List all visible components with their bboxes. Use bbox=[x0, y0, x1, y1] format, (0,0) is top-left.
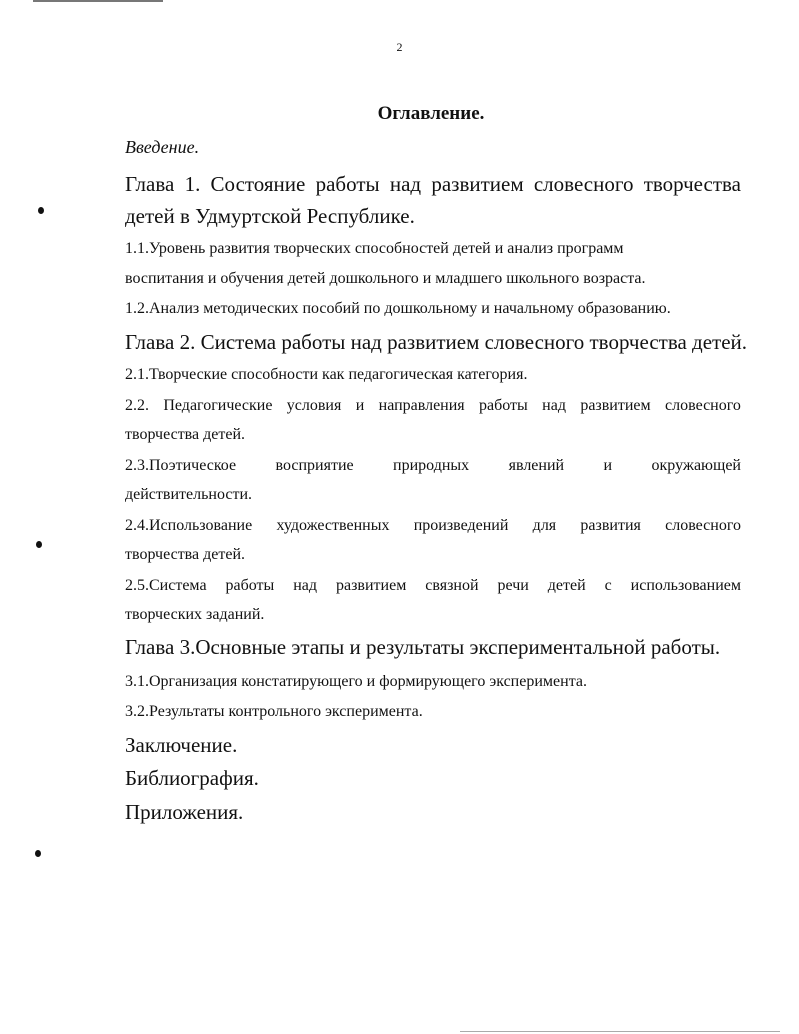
scan-edge-line-bottom bbox=[460, 1031, 780, 1032]
word: 2.2. bbox=[125, 397, 149, 414]
toc-chapter-1-cont: детей в Удмуртской Республике. bbox=[125, 204, 415, 228]
binder-hole-mark bbox=[36, 541, 42, 548]
toc-section-2-1: 2.1.Творческие способности как педагогическая категория. bbox=[125, 366, 528, 383]
toc-conclusion: Заключение. bbox=[125, 733, 238, 757]
toc-section-2-5 bbox=[125, 577, 741, 595]
word: направления bbox=[378, 397, 465, 414]
toc-section-1-1-cont: воспитания и обучения детей дошкольного и младшего школьного возраста. bbox=[125, 270, 646, 287]
word: окружающей bbox=[651, 457, 741, 474]
table-of-contents-heading: Оглавление. bbox=[377, 103, 485, 124]
word: Глава bbox=[125, 172, 175, 196]
toc-section-3-2: 3.2.Результаты контрольного эксперимента. bbox=[125, 703, 423, 720]
toc-chapter-3: Глава 3.Основные этапы и результаты экспериментальной работы. bbox=[125, 635, 721, 659]
binder-hole-mark bbox=[38, 207, 44, 214]
word: словесного bbox=[665, 397, 741, 414]
binder-hole-mark bbox=[35, 850, 41, 857]
word: словесного bbox=[533, 172, 634, 196]
toc-section-2-3-cont: действительности. bbox=[125, 486, 253, 503]
scan-edge-line bbox=[33, 0, 163, 2]
toc-section-1-1: 1.1.Уровень развития творческих способностей детей и анализ программ bbox=[125, 240, 624, 257]
toc-section-1-2: 1.2.Анализ методических пособий по дошкольному и начальному образованию. bbox=[125, 300, 671, 317]
word: художественных bbox=[276, 517, 390, 534]
word: для bbox=[532, 517, 557, 534]
toc-introduction: Введение. bbox=[125, 137, 200, 157]
word: над bbox=[542, 397, 566, 414]
toc-section-2-3 bbox=[125, 457, 741, 475]
word: работы bbox=[479, 397, 528, 414]
word: 1. bbox=[184, 172, 201, 196]
toc-section-2-2 bbox=[125, 397, 741, 415]
word: и bbox=[355, 397, 365, 414]
toc-appendices: Приложения. bbox=[125, 800, 244, 824]
word: 2.5.Система bbox=[125, 577, 207, 594]
word: творчества bbox=[643, 172, 741, 196]
word: восприятие bbox=[275, 457, 354, 474]
word: 2.4.Использование bbox=[125, 517, 253, 534]
word: 2.3.Поэтическое bbox=[125, 457, 237, 474]
word: использованием bbox=[630, 577, 741, 594]
toc-section-2-2-cont: творчества детей. bbox=[125, 426, 246, 443]
word: работы bbox=[315, 172, 380, 196]
toc-bibliography: Библиография. bbox=[125, 766, 259, 790]
toc-chapter-1 bbox=[125, 172, 741, 197]
word: Педагогические bbox=[163, 397, 273, 414]
word: над bbox=[389, 172, 422, 196]
word: условия bbox=[286, 397, 342, 414]
page-number: 2 bbox=[396, 40, 403, 54]
word: произведений bbox=[413, 517, 509, 534]
word: явлений bbox=[508, 457, 565, 474]
word: природных bbox=[393, 457, 470, 474]
toc-chapter-2: Глава 2. Система работы над развитием словесного творчества детей. bbox=[125, 330, 748, 354]
word: с bbox=[604, 577, 612, 594]
word: развитием bbox=[580, 397, 651, 414]
toc-section-2-5-cont: творческих заданий. bbox=[125, 606, 265, 623]
word: речи bbox=[497, 577, 529, 594]
toc-section-2-4-cont: творчества детей. bbox=[125, 546, 246, 563]
word: развития bbox=[580, 517, 641, 534]
word: и bbox=[603, 457, 613, 474]
word: над bbox=[293, 577, 318, 594]
toc-section-3-1: 3.1.Организация констатирующего и формирующего эксперимента. bbox=[125, 673, 587, 690]
toc-section-2-4 bbox=[125, 517, 741, 535]
word: работы bbox=[225, 577, 275, 594]
word: развитием bbox=[431, 172, 524, 196]
word: развитием bbox=[336, 577, 407, 594]
word: словесного bbox=[665, 517, 741, 534]
word: связной bbox=[425, 577, 479, 594]
word: Состояние bbox=[210, 172, 306, 196]
word: детей bbox=[547, 577, 586, 594]
